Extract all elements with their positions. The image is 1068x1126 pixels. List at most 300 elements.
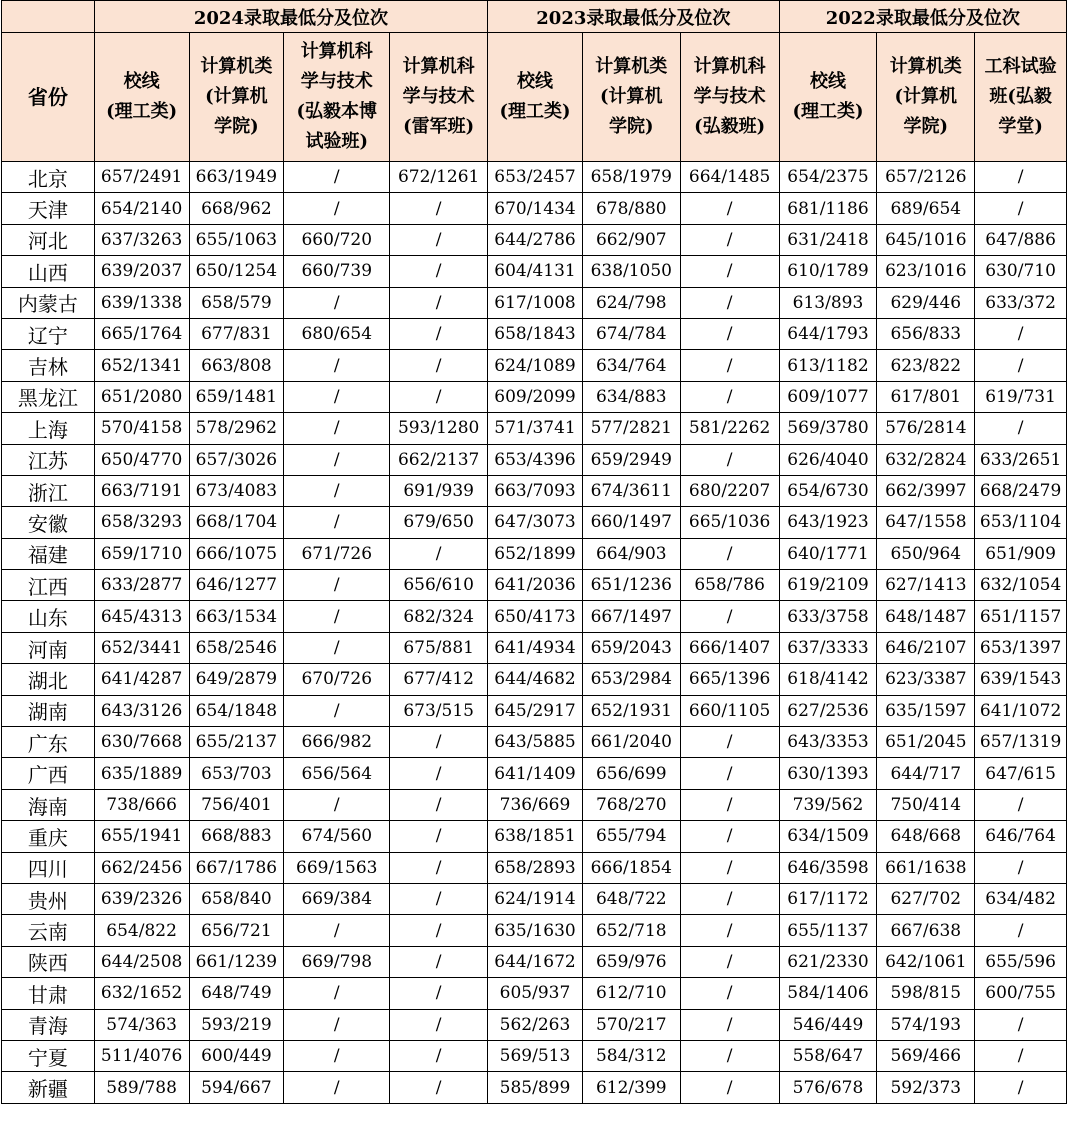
score-rank-cell: 581/2262: [680, 413, 779, 444]
column-header-line: (弘毅班): [694, 116, 766, 137]
column-header: [94, 33, 189, 162]
score-rank-cell: 645/4313: [94, 601, 189, 632]
score-rank-cell: 655/596: [975, 946, 1067, 977]
province-cell: 青海: [2, 1009, 95, 1040]
score-rank-cell: 646/1277: [189, 570, 284, 601]
score-rank-cell: /: [284, 570, 390, 601]
score-rank-cell: 656/610: [390, 570, 488, 601]
score-rank-cell: /: [390, 946, 488, 977]
score-rank-cell: 668/962: [189, 193, 284, 224]
score-rank-cell: 632/2824: [877, 444, 975, 475]
score-rank-cell: 569/513: [488, 1040, 583, 1071]
table-row: [2, 193, 1067, 224]
score-rank-cell: 632/1054: [975, 570, 1067, 601]
score-rank-cell: 651/1157: [975, 601, 1067, 632]
score-rank-cell: 546/449: [779, 1009, 877, 1040]
score-rank-cell: 653/2457: [488, 162, 583, 193]
score-rank-cell: 677/412: [390, 664, 488, 695]
province-cell: 广西: [2, 758, 95, 789]
score-rank-cell: 619/731: [975, 381, 1067, 412]
score-rank-cell: 661/1239: [189, 946, 284, 977]
province-cell: 广东: [2, 727, 95, 758]
score-rank-cell: 658/3293: [94, 507, 189, 538]
table-row: [2, 758, 1067, 789]
year-group-row: [2, 1, 1067, 33]
score-rank-cell: /: [975, 915, 1067, 946]
score-rank-cell: 739/562: [779, 789, 877, 820]
score-rank-cell: 623/822: [877, 350, 975, 381]
score-rank-cell: /: [975, 852, 1067, 883]
score-rank-cell: /: [284, 193, 390, 224]
score-rank-cell: 643/3353: [779, 727, 877, 758]
column-header: [877, 33, 975, 162]
table-row: [2, 381, 1067, 412]
score-rank-cell: 652/1931: [582, 695, 680, 726]
province-cell: 湖南: [2, 695, 95, 726]
score-rank-cell: 665/1036: [680, 507, 779, 538]
score-rank-cell: 640/1771: [779, 538, 877, 569]
score-rank-cell: 609/1077: [779, 381, 877, 412]
score-rank-cell: 649/2879: [189, 664, 284, 695]
score-rank-cell: 634/482: [975, 883, 1067, 914]
score-rank-cell: /: [390, 256, 488, 287]
column-header-line: 计算机类: [595, 56, 668, 77]
score-rank-cell: 658/2893: [488, 852, 583, 883]
score-rank-cell: 621/2330: [779, 946, 877, 977]
score-rank-cell: 668/883: [189, 821, 284, 852]
score-rank-cell: 641/2036: [488, 570, 583, 601]
table-row: [2, 162, 1067, 193]
table-row: [2, 1009, 1067, 1040]
score-rank-cell: /: [680, 224, 779, 255]
score-rank-cell: 650/4770: [94, 444, 189, 475]
province-cell: 云南: [2, 915, 95, 946]
group-header-2024: 2024录取最低分及位次: [94, 1, 487, 33]
score-rank-cell: 630/710: [975, 256, 1067, 287]
score-rank-cell: /: [284, 1072, 390, 1103]
score-rank-cell: 574/193: [877, 1009, 975, 1040]
province-cell: 山西: [2, 256, 95, 287]
score-rank-cell: 659/976: [582, 946, 680, 977]
score-rank-cell: /: [390, 915, 488, 946]
score-rank-cell: 592/373: [877, 1072, 975, 1103]
province-cell: 甘肃: [2, 978, 95, 1009]
score-rank-cell: 618/4142: [779, 664, 877, 695]
score-rank-cell: 633/2877: [94, 570, 189, 601]
column-header-line: (计算机: [205, 86, 268, 107]
score-rank-cell: 662/907: [582, 224, 680, 255]
score-rank-cell: /: [390, 978, 488, 1009]
table-row: [2, 821, 1067, 852]
score-rank-cell: 657/2491: [94, 162, 189, 193]
score-rank-cell: /: [390, 1072, 488, 1103]
column-header-line: (雷军班): [403, 116, 475, 137]
column-header-line: 学院): [214, 116, 259, 137]
table-row: [2, 664, 1067, 695]
score-rank-cell: 665/1764: [94, 318, 189, 349]
column-header-line: 校线: [123, 71, 160, 92]
score-rank-cell: 644/2508: [94, 946, 189, 977]
score-rank-cell: /: [680, 978, 779, 1009]
score-rank-cell: 639/2326: [94, 883, 189, 914]
score-rank-cell: 660/720: [284, 224, 390, 255]
score-rank-cell: 617/1008: [488, 287, 583, 318]
score-rank-cell: 663/7191: [94, 475, 189, 506]
score-rank-cell: /: [680, 287, 779, 318]
score-rank-cell: /: [680, 601, 779, 632]
score-rank-cell: 623/3387: [877, 664, 975, 695]
score-rank-cell: /: [680, 1072, 779, 1103]
table-row: [2, 570, 1067, 601]
score-rank-cell: 633/2651: [975, 444, 1067, 475]
table-row: [2, 413, 1067, 444]
score-rank-cell: 671/726: [284, 538, 390, 569]
score-rank-cell: /: [680, 789, 779, 820]
column-header: [390, 33, 488, 162]
group-header-2022: 2022录取最低分及位次: [779, 1, 1066, 33]
score-rank-cell: /: [680, 758, 779, 789]
score-rank-cell: 680/2207: [680, 475, 779, 506]
score-rank-cell: 679/650: [390, 507, 488, 538]
province-cell: 四川: [2, 852, 95, 883]
score-rank-cell: 656/564: [284, 758, 390, 789]
table-row: [2, 883, 1067, 914]
province-cell: 重庆: [2, 821, 95, 852]
score-rank-cell: /: [975, 1009, 1067, 1040]
score-rank-cell: /: [680, 852, 779, 883]
score-rank-cell: /: [975, 1040, 1067, 1071]
score-rank-cell: 627/2536: [779, 695, 877, 726]
score-rank-cell: /: [390, 381, 488, 412]
score-rank-cell: 604/4131: [488, 256, 583, 287]
province-cell: 浙江: [2, 475, 95, 506]
score-rank-cell: /: [680, 381, 779, 412]
score-rank-cell: /: [390, 287, 488, 318]
column-header-line: (计算机: [600, 86, 663, 107]
score-rank-cell: 643/1923: [779, 507, 877, 538]
score-rank-cell: 627/702: [877, 883, 975, 914]
score-rank-cell: 511/4076: [94, 1040, 189, 1071]
score-rank-cell: 626/4040: [779, 444, 877, 475]
score-rank-cell: 635/1597: [877, 695, 975, 726]
score-rank-cell: 663/808: [189, 350, 284, 381]
table-row: [2, 318, 1067, 349]
score-rank-cell: 584/1406: [779, 978, 877, 1009]
score-rank-cell: 562/263: [488, 1009, 583, 1040]
score-rank-cell: 569/3780: [779, 413, 877, 444]
score-rank-cell: 647/3073: [488, 507, 583, 538]
score-rank-cell: 670/726: [284, 664, 390, 695]
table-row: [2, 789, 1067, 820]
score-rank-cell: 653/2984: [582, 664, 680, 695]
score-rank-cell: 657/2126: [877, 162, 975, 193]
column-header-line: 学与技术: [693, 86, 766, 107]
score-rank-cell: 654/2375: [779, 162, 877, 193]
score-rank-cell: 674/3611: [582, 475, 680, 506]
score-rank-cell: /: [680, 538, 779, 569]
admission-score-table: [1, 0, 1067, 1104]
score-rank-cell: 617/801: [877, 381, 975, 412]
score-rank-cell: /: [975, 413, 1067, 444]
score-rank-cell: /: [390, 758, 488, 789]
score-rank-cell: 653/703: [189, 758, 284, 789]
score-rank-cell: 663/1534: [189, 601, 284, 632]
province-cell: 北京: [2, 162, 95, 193]
score-rank-cell: 648/749: [189, 978, 284, 1009]
score-rank-cell: 624/1914: [488, 883, 583, 914]
score-rank-cell: 654/6730: [779, 475, 877, 506]
table-row: [2, 1072, 1067, 1103]
score-rank-cell: 652/718: [582, 915, 680, 946]
score-rank-cell: /: [390, 224, 488, 255]
score-rank-cell: 624/798: [582, 287, 680, 318]
score-rank-cell: /: [284, 287, 390, 318]
score-rank-cell: 593/1280: [390, 413, 488, 444]
score-rank-cell: 612/399: [582, 1072, 680, 1103]
score-rank-cell: 654/822: [94, 915, 189, 946]
score-rank-cell: 624/1089: [488, 350, 583, 381]
score-rank-cell: 634/764: [582, 350, 680, 381]
score-rank-cell: 736/669: [488, 789, 583, 820]
score-rank-cell: 667/1786: [189, 852, 284, 883]
column-header-line: (弘毅本博: [296, 101, 378, 122]
score-rank-cell: /: [680, 444, 779, 475]
score-rank-cell: 668/2479: [975, 475, 1067, 506]
score-rank-cell: 648/668: [877, 821, 975, 852]
score-rank-cell: 663/7093: [488, 475, 583, 506]
score-rank-cell: 656/833: [877, 318, 975, 349]
column-header-line: 计算机科: [402, 56, 475, 77]
score-rank-cell: 570/217: [582, 1009, 680, 1040]
province-cell: 河南: [2, 632, 95, 663]
province-cell: 湖北: [2, 664, 95, 695]
table-row: [2, 224, 1067, 255]
score-rank-cell: 569/466: [877, 1040, 975, 1071]
column-header-line: 学堂): [998, 116, 1043, 137]
score-rank-cell: 667/1497: [582, 601, 680, 632]
score-rank-cell: 653/1104: [975, 507, 1067, 538]
score-rank-cell: 675/881: [390, 632, 488, 663]
score-rank-cell: 617/1172: [779, 883, 877, 914]
score-rank-cell: 646/3598: [779, 852, 877, 883]
table-row: [2, 946, 1067, 977]
province-cell: 吉林: [2, 350, 95, 381]
column-header-line: 校线: [516, 71, 553, 92]
score-rank-cell: 634/1509: [779, 821, 877, 852]
score-rank-cell: 613/1182: [779, 350, 877, 381]
score-rank-cell: 643/5885: [488, 727, 583, 758]
score-rank-cell: /: [390, 852, 488, 883]
score-rank-cell: 645/1016: [877, 224, 975, 255]
score-rank-cell: 669/1563: [284, 852, 390, 883]
score-rank-cell: 651/2045: [877, 727, 975, 758]
score-rank-cell: 650/1254: [189, 256, 284, 287]
score-rank-cell: 646/764: [975, 821, 1067, 852]
column-header-line: (理工类): [499, 101, 571, 122]
score-rank-cell: 635/1630: [488, 915, 583, 946]
score-rank-cell: 644/4682: [488, 664, 583, 695]
score-rank-cell: 661/1638: [877, 852, 975, 883]
column-header-line: 试验班): [305, 131, 369, 152]
province-cell: 安徽: [2, 507, 95, 538]
score-rank-cell: 571/3741: [488, 413, 583, 444]
score-rank-cell: 651/2080: [94, 381, 189, 412]
score-rank-cell: 653/4396: [488, 444, 583, 475]
score-rank-cell: 659/2949: [582, 444, 680, 475]
score-rank-cell: /: [284, 413, 390, 444]
score-rank-cell: 558/647: [779, 1040, 877, 1071]
score-rank-cell: 605/937: [488, 978, 583, 1009]
province-cell: 山东: [2, 601, 95, 632]
score-rank-cell: 668/1704: [189, 507, 284, 538]
score-rank-cell: 633/372: [975, 287, 1067, 318]
province-cell: 上海: [2, 413, 95, 444]
score-rank-cell: /: [284, 789, 390, 820]
score-rank-cell: 647/615: [975, 758, 1067, 789]
score-rank-cell: 585/899: [488, 1072, 583, 1103]
score-rank-cell: /: [680, 193, 779, 224]
score-rank-cell: /: [284, 1040, 390, 1071]
score-rank-cell: /: [680, 350, 779, 381]
column-header: [680, 33, 779, 162]
score-rank-cell: 655/2137: [189, 727, 284, 758]
score-rank-cell: /: [390, 350, 488, 381]
table-row: [2, 287, 1067, 318]
score-rank-cell: 629/446: [877, 287, 975, 318]
score-rank-cell: 658/579: [189, 287, 284, 318]
score-rank-cell: 674/784: [582, 318, 680, 349]
score-rank-cell: 664/1485: [680, 162, 779, 193]
score-rank-cell: 656/721: [189, 915, 284, 946]
score-rank-cell: 660/1497: [582, 507, 680, 538]
score-rank-cell: /: [284, 444, 390, 475]
score-rank-cell: /: [390, 883, 488, 914]
score-rank-cell: /: [390, 1040, 488, 1071]
column-header-line: 工科试验: [984, 56, 1057, 77]
score-rank-cell: 609/2099: [488, 381, 583, 412]
score-rank-cell: /: [284, 350, 390, 381]
score-rank-cell: 598/815: [877, 978, 975, 1009]
province-column-header: 省份: [2, 33, 95, 162]
score-rank-cell: 664/903: [582, 538, 680, 569]
score-rank-cell: 654/1848: [189, 695, 284, 726]
score-rank-cell: 647/1558: [877, 507, 975, 538]
score-rank-cell: /: [680, 318, 779, 349]
score-rank-cell: 659/1710: [94, 538, 189, 569]
score-rank-cell: 631/2418: [779, 224, 877, 255]
score-rank-cell: 576/678: [779, 1072, 877, 1103]
score-rank-cell: 652/1899: [488, 538, 583, 569]
score-rank-cell: 669/384: [284, 883, 390, 914]
score-rank-cell: 667/638: [877, 915, 975, 946]
score-rank-cell: 650/4173: [488, 601, 583, 632]
province-cell: 辽宁: [2, 318, 95, 349]
table-row: [2, 978, 1067, 1009]
score-rank-cell: 630/7668: [94, 727, 189, 758]
score-rank-cell: /: [975, 193, 1067, 224]
table-row: [2, 256, 1067, 287]
score-rank-cell: 638/1050: [582, 256, 680, 287]
score-rank-cell: 682/324: [390, 601, 488, 632]
score-rank-cell: 655/794: [582, 821, 680, 852]
score-rank-cell: 589/788: [94, 1072, 189, 1103]
score-rank-cell: 662/2456: [94, 852, 189, 883]
score-rank-cell: 673/515: [390, 695, 488, 726]
score-rank-cell: 641/1072: [975, 695, 1067, 726]
score-rank-cell: 660/739: [284, 256, 390, 287]
score-rank-cell: 651/909: [975, 538, 1067, 569]
score-rank-cell: 768/270: [582, 789, 680, 820]
score-rank-cell: /: [284, 162, 390, 193]
score-rank-cell: 648/1487: [877, 601, 975, 632]
province-cell: 新疆: [2, 1072, 95, 1103]
score-rank-cell: /: [680, 915, 779, 946]
column-header: [975, 33, 1067, 162]
score-rank-cell: 658/840: [189, 883, 284, 914]
column-header: [488, 33, 583, 162]
table-row: [2, 727, 1067, 758]
score-rank-cell: 670/1434: [488, 193, 583, 224]
group-header-2023: 2023录取最低分及位次: [488, 1, 779, 33]
score-rank-cell: 648/722: [582, 883, 680, 914]
score-rank-cell: /: [284, 632, 390, 663]
score-rank-cell: /: [284, 978, 390, 1009]
score-rank-cell: 619/2109: [779, 570, 877, 601]
score-rank-cell: 639/1338: [94, 287, 189, 318]
score-rank-cell: 641/4287: [94, 664, 189, 695]
table-row: [2, 475, 1067, 506]
score-rank-cell: 655/1063: [189, 224, 284, 255]
score-rank-cell: 651/1236: [582, 570, 680, 601]
score-rank-cell: /: [284, 507, 390, 538]
score-rank-cell: 652/1341: [94, 350, 189, 381]
province-cell: 江苏: [2, 444, 95, 475]
score-rank-cell: 650/964: [877, 538, 975, 569]
province-cell: 海南: [2, 789, 95, 820]
table-row: [2, 852, 1067, 883]
score-rank-cell: 643/3126: [94, 695, 189, 726]
table-row: [2, 1040, 1067, 1071]
score-rank-cell: 633/3758: [779, 601, 877, 632]
score-rank-cell: 658/1979: [582, 162, 680, 193]
score-rank-cell: /: [680, 256, 779, 287]
score-rank-cell: 666/1075: [189, 538, 284, 569]
score-rank-cell: 655/1941: [94, 821, 189, 852]
score-rank-cell: 666/1407: [680, 632, 779, 663]
score-rank-cell: 637/3333: [779, 632, 877, 663]
province-cell: 江西: [2, 570, 95, 601]
score-rank-cell: 665/1396: [680, 664, 779, 695]
score-rank-cell: 653/1397: [975, 632, 1067, 663]
score-rank-cell: 612/710: [582, 978, 680, 1009]
score-rank-cell: 644/1793: [779, 318, 877, 349]
score-rank-cell: 659/1481: [189, 381, 284, 412]
score-rank-cell: /: [680, 883, 779, 914]
column-header-line: 计算机类: [200, 56, 273, 77]
score-rank-cell: /: [284, 381, 390, 412]
score-rank-cell: /: [284, 601, 390, 632]
column-header-line: (计算机: [894, 86, 958, 107]
column-header: [779, 33, 877, 162]
score-rank-cell: 691/939: [390, 475, 488, 506]
score-rank-cell: 584/312: [582, 1040, 680, 1071]
score-rank-cell: 656/699: [582, 758, 680, 789]
score-rank-cell: 657/3026: [189, 444, 284, 475]
score-rank-cell: 639/1543: [975, 664, 1067, 695]
column-header-line: (理工类): [106, 101, 178, 122]
score-rank-cell: 574/363: [94, 1009, 189, 1040]
score-rank-cell: 666/982: [284, 727, 390, 758]
